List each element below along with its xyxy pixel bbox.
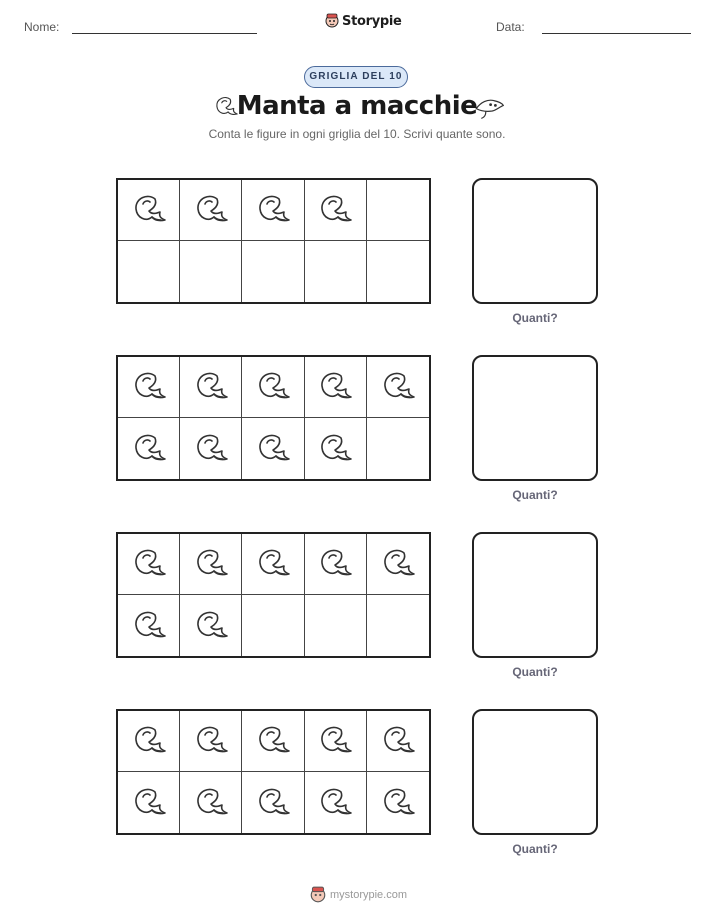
ten-frame-cell-filled (367, 711, 429, 772)
ten-frame-cell-filled (242, 180, 304, 241)
manta-ray-icon (129, 606, 169, 646)
manta-ray-icon (191, 721, 231, 761)
manta-ray-icon (129, 783, 169, 823)
ten-frame-cell-filled (367, 357, 429, 418)
ten-frame-cell-filled (242, 711, 304, 772)
name-label: Nome: (24, 20, 60, 34)
page-title: Manta a macchie (236, 91, 478, 121)
ten-frame-cell-filled (180, 595, 242, 656)
instructions: Conta le figure in ogni griglia del 10. Scrivi quante sono. (208, 127, 506, 141)
name-line[interactable] (72, 33, 257, 34)
storypie-logo-icon (325, 13, 339, 29)
ten-frame-cell-filled (118, 711, 180, 772)
manta-ray-icon (191, 367, 231, 407)
manta-ray-icon (315, 367, 355, 407)
brand-name: Storypie (342, 13, 402, 29)
ten-frame-cell-filled (180, 772, 242, 833)
manta-ray-icon (315, 429, 355, 469)
manta-ray-icon (253, 783, 293, 823)
manta-ray-icon (191, 429, 231, 469)
manta-ray-icon (191, 190, 231, 230)
manta-ray-icon (191, 544, 231, 584)
manta-ray-icon (253, 190, 293, 230)
manta-ray-icon (473, 93, 505, 121)
answer-box[interactable] (472, 709, 598, 835)
ten-frame (116, 532, 431, 658)
ten-frame-cell-empty (367, 418, 429, 479)
ten-frame-cell-filled (118, 357, 180, 418)
manta-ray-icon (129, 721, 169, 761)
date-line[interactable] (542, 33, 691, 34)
ten-frame (116, 178, 431, 304)
ten-frame-cell-filled (367, 534, 429, 595)
ten-frame-cell-filled (305, 357, 367, 418)
ten-frame-cell-filled (180, 418, 242, 479)
ten-frame-cell-filled (180, 180, 242, 241)
ten-frame-cell-empty (305, 241, 367, 302)
manta-ray-icon (378, 544, 418, 584)
manta-ray-icon (129, 429, 169, 469)
ten-frame-cell-empty (367, 595, 429, 656)
footer (310, 886, 407, 904)
ten-frame-cell-filled (242, 772, 304, 833)
ten-frame-cell-filled (242, 357, 304, 418)
ten-frame-cell-filled (118, 595, 180, 656)
manta-ray-icon (253, 544, 293, 584)
answer-label: Quanti? (512, 665, 558, 679)
manta-ray-icon (378, 783, 418, 823)
ten-frame-cell-empty (367, 180, 429, 241)
date-label: Data: (496, 20, 525, 34)
answer-box[interactable] (472, 178, 598, 304)
worksheet-type-badge: GRIGLIA DEL 10 (304, 66, 408, 88)
manta-ray-icon (315, 783, 355, 823)
ten-frame-cell-filled (242, 534, 304, 595)
ten-frame-cell-empty (367, 241, 429, 302)
manta-ray-icon (315, 721, 355, 761)
answer-label: Quanti? (512, 842, 558, 856)
manta-ray-icon (191, 606, 231, 646)
ten-frame-cell-filled (367, 772, 429, 833)
ten-frame-cell-filled (180, 711, 242, 772)
ten-frame-cell-empty (118, 241, 180, 302)
manta-ray-icon (315, 190, 355, 230)
ten-frame-cell-empty (305, 595, 367, 656)
answer-label: Quanti? (512, 488, 558, 502)
ten-frame-cell-filled (180, 357, 242, 418)
ten-frame-cell-filled (305, 772, 367, 833)
answer-box[interactable] (472, 532, 598, 658)
manta-ray-icon (129, 190, 169, 230)
ten-frame (116, 709, 431, 835)
ten-frame-cell-filled (242, 418, 304, 479)
answer-label: Quanti? (512, 311, 558, 325)
answer-box[interactable] (472, 355, 598, 481)
ten-frame (116, 355, 431, 481)
ten-frame-cell-empty (242, 595, 304, 656)
manta-ray-icon (378, 367, 418, 407)
manta-ray-icon (191, 783, 231, 823)
brand-logo (325, 13, 402, 29)
manta-ray-icon (129, 544, 169, 584)
manta-ray-icon (378, 721, 418, 761)
ten-frame-cell-filled (305, 534, 367, 595)
ten-frame-cell-empty (242, 241, 304, 302)
manta-ray-icon (315, 544, 355, 584)
ten-frame-cell-filled (118, 180, 180, 241)
storypie-logo-icon (310, 886, 326, 904)
ten-frame-cell-filled (118, 418, 180, 479)
ten-frame-cell-filled (118, 534, 180, 595)
manta-ray-icon (129, 367, 169, 407)
ten-frame-cell-empty (180, 241, 242, 302)
manta-ray-icon (253, 367, 293, 407)
ten-frame-cell-filled (305, 180, 367, 241)
ten-frame-cell-filled (305, 418, 367, 479)
ten-frame-cell-filled (180, 534, 242, 595)
footer-site: mystorypie.com (330, 889, 408, 901)
manta-ray-icon (253, 721, 293, 761)
manta-ray-icon (253, 429, 293, 469)
ten-frame-cell-filled (118, 772, 180, 833)
ten-frame-cell-filled (305, 711, 367, 772)
